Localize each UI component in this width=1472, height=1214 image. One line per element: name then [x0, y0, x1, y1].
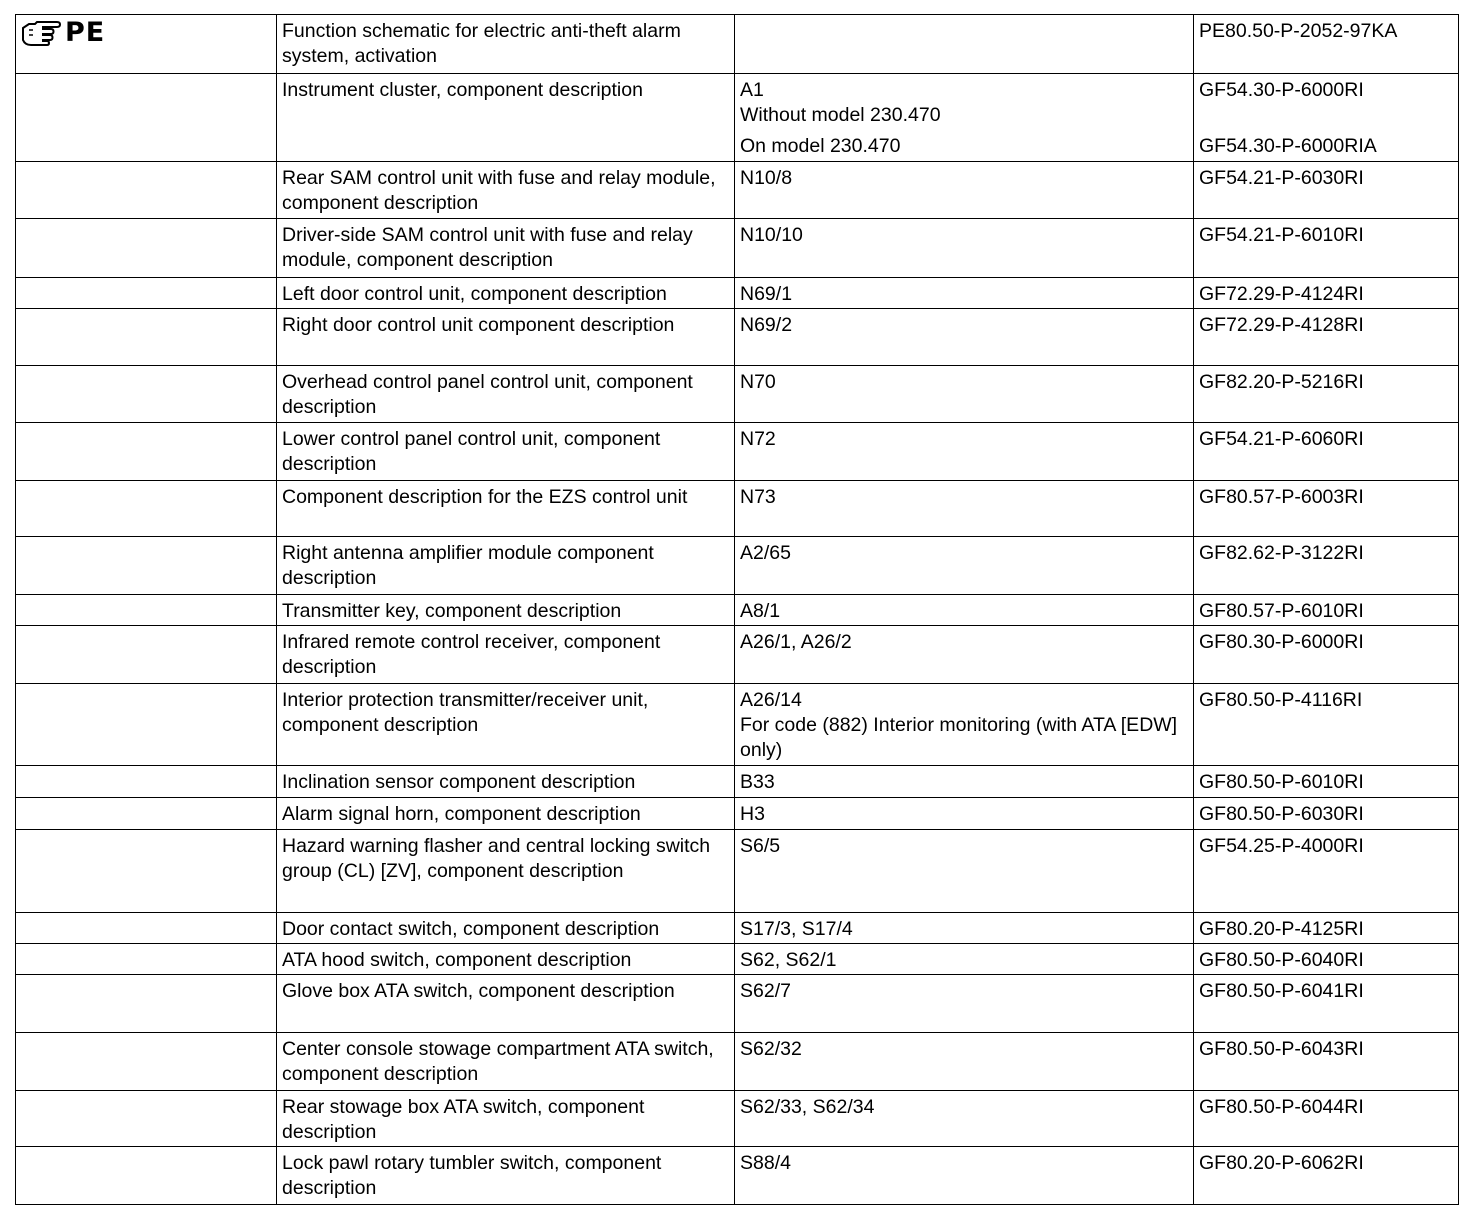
row-component: A2/65	[735, 537, 1194, 595]
row-component: N72	[735, 423, 1194, 481]
document-line: GF54.30-P-6000RI	[1199, 79, 1364, 101]
pointing-hand-icon	[21, 20, 61, 46]
pe-marker	[21, 18, 105, 48]
row-description: Instrument cluster, component description	[277, 74, 735, 162]
row-document: GF80.50-P-6040RI	[1194, 944, 1459, 975]
table-row	[16, 595, 1459, 626]
row-document: GF80.50-P-6010RI	[1194, 766, 1459, 798]
header-document: PE80.50-P-2052-97KA	[1194, 15, 1459, 74]
row-description: Lower control panel control unit, component description	[277, 423, 735, 481]
row-component: A8/1	[735, 595, 1194, 626]
row-document: GF80.20-P-4125RI	[1194, 913, 1459, 944]
row-description: Center console stowage compartment ATA switch, component description	[277, 1033, 735, 1091]
row-component: N70	[735, 366, 1194, 423]
row-description: Rear SAM control unit with fuse and relay module, component description	[277, 162, 735, 219]
row-description: Right door control unit component description	[277, 309, 735, 366]
table-row	[16, 975, 1459, 1033]
pe-marker-text: PE	[65, 17, 106, 48]
component-line: On model 230.470	[740, 135, 901, 157]
row-description: Interior protection transmitter/receiver unit, component description	[277, 684, 735, 766]
row-document: GF54.21-P-6010RI	[1194, 219, 1459, 278]
table-row	[16, 626, 1459, 684]
row-description: Right antenna amplifier module component description	[277, 537, 735, 595]
component-line: A26/14	[740, 689, 802, 711]
row-document: GF82.62-P-3122RI	[1194, 537, 1459, 595]
row-component: N69/1	[735, 278, 1194, 309]
row-description: Overhead control panel control unit, component description	[277, 366, 735, 423]
table-row	[16, 309, 1459, 366]
document-line: GF54.30-P-6000RIA	[1199, 135, 1377, 157]
row-document: GF80.57-P-6010RI	[1194, 595, 1459, 626]
row-document: GF80.50-P-6043RI	[1194, 1033, 1459, 1091]
component-line: For code (882) Interior monitoring (with ATA [EDW] only)	[740, 714, 1178, 761]
row-document: GF72.29-P-4128RI	[1194, 309, 1459, 366]
row-component: N69/2	[735, 309, 1194, 366]
row-description: Door contact switch, component description	[277, 913, 735, 944]
table-row-header	[16, 15, 1459, 74]
table-row	[16, 1147, 1459, 1205]
row-description: Alarm signal horn, component description	[277, 798, 735, 830]
row-component: S62/32	[735, 1033, 1194, 1091]
table-row	[16, 74, 1459, 162]
component-line: Without model 230.470	[740, 104, 941, 126]
header-description: Function schematic for electric anti-theft alarm system, activation	[277, 15, 735, 74]
row-document: GF72.29-P-4124RI	[1194, 278, 1459, 309]
row-component: N10/10	[735, 219, 1194, 278]
row-description: Glove box ATA switch, component description	[277, 975, 735, 1033]
row-document: GF80.50-P-6044RI	[1194, 1091, 1459, 1147]
document-line	[1199, 103, 1453, 128]
row-description: Transmitter key, component description	[277, 595, 735, 626]
table-row	[16, 366, 1459, 423]
row-component: N10/8	[735, 162, 1194, 219]
row-document: GF80.50-P-4116RI	[1194, 684, 1459, 766]
row-document: GF80.50-P-6030RI	[1194, 798, 1459, 830]
row-component: S88/4	[735, 1147, 1194, 1205]
table-row	[16, 684, 1459, 766]
row-document: GF54.21-P-6030RI	[1194, 162, 1459, 219]
row-component	[735, 74, 1194, 162]
row-component: S62/7	[735, 975, 1194, 1033]
row-component: H3	[735, 798, 1194, 830]
table-row	[16, 219, 1459, 278]
component-line: A1	[740, 79, 764, 101]
table-row	[16, 162, 1459, 219]
row-document: GF80.50-P-6041RI	[1194, 975, 1459, 1033]
row-document: GF80.57-P-6003RI	[1194, 481, 1459, 537]
row-description: Hazard warning flasher and central locking switch group (CL) [ZV], component description	[277, 830, 735, 913]
header-component	[735, 15, 1194, 74]
row-description: Lock pawl rotary tumbler switch, component description	[277, 1147, 735, 1205]
table-row	[16, 537, 1459, 595]
row-document: GF54.21-P-6060RI	[1194, 423, 1459, 481]
row-component: N73	[735, 481, 1194, 537]
table-row	[16, 913, 1459, 944]
table-row	[16, 481, 1459, 537]
table-row	[16, 278, 1459, 309]
row-component: B33	[735, 766, 1194, 798]
row-description: ATA hood switch, component description	[277, 944, 735, 975]
table-row	[16, 944, 1459, 975]
row-document: GF80.30-P-6000RI	[1194, 626, 1459, 684]
row-description: Infrared remote control receiver, component description	[277, 626, 735, 684]
row-component: S6/5	[735, 830, 1194, 913]
row-document	[1194, 74, 1459, 162]
table-row	[16, 830, 1459, 913]
row-component: S17/3, S17/4	[735, 913, 1194, 944]
row-description: Left door control unit, component description	[277, 278, 735, 309]
marker-cell	[16, 15, 277, 74]
row-component: S62/33, S62/34	[735, 1091, 1194, 1147]
row-component	[735, 684, 1194, 766]
row-document: GF54.25-P-4000RI	[1194, 830, 1459, 913]
reference-table	[15, 14, 1459, 1205]
table-row	[16, 766, 1459, 798]
row-document: GF82.20-P-5216RI	[1194, 366, 1459, 423]
row-component: S62, S62/1	[735, 944, 1194, 975]
row-description: Driver-side SAM control unit with fuse and relay module, component description	[277, 219, 735, 278]
table-row	[16, 423, 1459, 481]
table-row	[16, 1091, 1459, 1147]
row-document: GF80.20-P-6062RI	[1194, 1147, 1459, 1205]
row-description: Inclination sensor component description	[277, 766, 735, 798]
table-row	[16, 1033, 1459, 1091]
table-row	[16, 798, 1459, 830]
row-component: A26/1, A26/2	[735, 626, 1194, 684]
row-description: Component description for the EZS control unit	[277, 481, 735, 537]
row-description: Rear stowage box ATA switch, component description	[277, 1091, 735, 1147]
